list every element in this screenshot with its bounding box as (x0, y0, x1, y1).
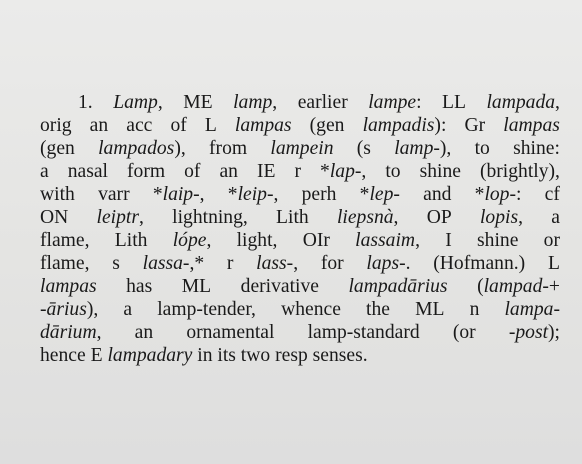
entry-word (228, 183, 279, 206)
italic-term: lampadārius (348, 276, 448, 297)
entry-word (298, 91, 348, 114)
italic-term: -ārius (40, 299, 87, 320)
entry-word (237, 229, 278, 252)
entry-word (40, 275, 97, 298)
plain-text: , (555, 92, 560, 113)
italic-term: lamp (233, 92, 273, 113)
italic-term: lampe (368, 92, 417, 113)
plain-text: r (294, 161, 302, 182)
plain-text: : (416, 92, 422, 113)
entry-word (477, 275, 560, 298)
entry-word (233, 91, 277, 114)
plain-text: light, (236, 230, 278, 251)
plain-text: derivative (240, 276, 319, 297)
italic-term: lap- (329, 161, 362, 182)
plain-text: Lith (276, 207, 309, 228)
plain-text: perh (301, 184, 337, 205)
entry-line-6 (40, 206, 560, 229)
plain-text: of (184, 161, 201, 182)
plain-text: form (127, 161, 166, 182)
plain-text: in its two resp senses. (192, 345, 368, 366)
entry-word (415, 298, 444, 321)
entry-word (357, 137, 371, 160)
italic-term: lampadis (362, 115, 435, 136)
plain-text: ): (434, 115, 447, 136)
plain-text: , (272, 92, 278, 113)
plain-text: (gen (40, 138, 75, 159)
entry-word (209, 137, 247, 160)
entry-word (78, 91, 93, 114)
entry-word (123, 298, 132, 321)
entry-word (477, 229, 518, 252)
entry-word (113, 91, 163, 114)
plain-text: shine (477, 230, 519, 251)
italic-term: lamp- (394, 138, 440, 159)
plain-text: , (293, 253, 299, 274)
italic-term: lassa- (142, 253, 190, 274)
plain-text: , (361, 161, 367, 182)
plain-text: Gr (464, 115, 486, 136)
plain-text: , (139, 207, 144, 228)
italic-term: dārium (40, 322, 97, 343)
plain-text: * (474, 184, 485, 205)
entry-word (115, 229, 148, 252)
entry-word (433, 252, 525, 275)
entry-word (321, 252, 344, 275)
italic-term: lass- (256, 253, 294, 274)
plain-text: a (551, 207, 560, 228)
plain-text: 1. (78, 92, 93, 113)
plain-text: an (134, 322, 154, 343)
plain-text: ME (183, 92, 213, 113)
entry-line-1 (40, 91, 560, 114)
plain-text: an (89, 115, 109, 136)
entry-word (551, 206, 560, 229)
entry-line-5 (40, 183, 560, 206)
plain-text: , (206, 230, 212, 251)
plain-text: (Hofmann.) (433, 253, 526, 274)
plain-text: shine: (513, 138, 560, 159)
plain-text: nasal (67, 161, 108, 182)
plain-text: ), (174, 138, 186, 159)
dictionary-entry (40, 91, 560, 367)
entry-word (310, 114, 345, 137)
entry-word (143, 252, 205, 275)
entry-word (385, 160, 400, 183)
entry-word (276, 206, 309, 229)
plain-text: OP (426, 207, 452, 228)
plain-text: : (516, 184, 522, 205)
italic-term: lampadary (107, 345, 193, 366)
plain-text: , (393, 207, 399, 228)
plain-text: orig (40, 115, 72, 136)
entry-word (97, 206, 144, 229)
entry-word (157, 298, 256, 321)
plain-text: ,* (189, 253, 205, 274)
entry-word (205, 114, 217, 137)
entry-word (544, 229, 560, 252)
entry-word (470, 298, 480, 321)
entry-line-10 (40, 298, 560, 321)
entry-word (464, 114, 485, 137)
entry-word (548, 252, 560, 275)
plain-text: * (359, 184, 370, 205)
entry-word (308, 321, 420, 344)
italic-term: lampas (503, 115, 560, 136)
plain-text: a (40, 161, 49, 182)
italic-term: lampein (270, 138, 334, 159)
entry-word (40, 160, 49, 183)
plain-text: , (199, 184, 205, 205)
italic-term: lampad- (483, 276, 549, 297)
entry-word (219, 160, 238, 183)
plain-text: lightning, (172, 207, 248, 228)
plain-text: ( (477, 276, 484, 297)
entry-line-2 (40, 114, 560, 137)
plain-text: has (126, 276, 153, 297)
entry-word (480, 206, 523, 229)
entry-word (363, 114, 447, 137)
entry-word (302, 183, 337, 206)
plain-text: with (40, 184, 75, 205)
entry-word (420, 160, 461, 183)
plain-text: shine (419, 161, 461, 182)
plain-text: * (227, 184, 238, 205)
plain-text: LL (442, 92, 466, 113)
entry-line-12 (40, 344, 560, 367)
entry-word (186, 321, 274, 344)
plain-text: (or (452, 322, 476, 343)
plain-text: s (112, 253, 120, 274)
entry-word (127, 160, 165, 183)
plain-text: , (273, 184, 279, 205)
entry-word (366, 298, 390, 321)
entry-word (423, 183, 451, 206)
italic-term: -post (508, 322, 549, 343)
entry-word (40, 137, 75, 160)
entry-word (503, 114, 560, 137)
italic-term: laip- (162, 184, 200, 205)
entry-word (427, 206, 452, 229)
entry-word (40, 298, 98, 321)
plain-text: (gen (309, 115, 345, 136)
entry-word (40, 229, 90, 252)
entry-word (135, 321, 154, 344)
italic-term: leiptr (96, 207, 139, 228)
entry-line-9 (40, 275, 560, 298)
plain-text: earlier (297, 92, 348, 113)
plain-text: OIr (302, 230, 330, 251)
entry-word (368, 91, 421, 114)
entry-word (98, 183, 130, 206)
plain-text: varr (98, 184, 130, 205)
plain-text: lamp-tender, (157, 299, 256, 320)
plain-text: (s (356, 138, 371, 159)
entry-word (504, 298, 560, 321)
entry-line-3 (40, 137, 560, 160)
plain-text: I (445, 230, 452, 251)
plain-text: to (385, 161, 401, 182)
plain-text: ML (415, 299, 445, 320)
entry-word (337, 206, 399, 229)
entry-word (442, 91, 466, 114)
entry-word (480, 160, 560, 183)
entry-word (235, 114, 292, 137)
entry-word (182, 275, 211, 298)
plain-text: flame, (40, 253, 90, 274)
italic-term: lampas (234, 115, 292, 136)
entry-word (40, 252, 90, 275)
italic-term: lassaim (355, 230, 416, 251)
plain-text: L (204, 115, 217, 136)
entry-word (98, 137, 186, 160)
entry-word (394, 137, 451, 160)
entry-word (270, 137, 333, 160)
entry-word (453, 321, 476, 344)
entry-word (545, 183, 560, 206)
plain-text: . (405, 253, 411, 274)
plain-text: Lith (114, 230, 148, 251)
plain-text: ); (548, 322, 560, 343)
entry-line-4 (40, 160, 560, 183)
plain-text: from (209, 138, 248, 159)
entry-word (241, 275, 319, 298)
entry-word (360, 183, 400, 206)
plain-text: whence (281, 299, 341, 320)
plain-text: or (543, 230, 560, 251)
plain-text: for (320, 253, 344, 274)
entry-word (366, 252, 410, 275)
entry-word (153, 183, 205, 206)
plain-text: ), (86, 299, 99, 320)
entry-word (303, 229, 330, 252)
entry-line-8 (40, 252, 560, 275)
entry-word (40, 206, 68, 229)
entry-word (40, 183, 75, 206)
entry-word (509, 321, 560, 344)
italic-term: lópe (172, 230, 207, 251)
plain-text: a (123, 299, 133, 320)
plain-text: * (152, 184, 163, 205)
entry-word (355, 229, 420, 252)
italic-term: lop- (484, 184, 516, 205)
entry-word (475, 183, 522, 206)
plain-text: lamp-standard (307, 322, 420, 343)
plain-text: to (474, 138, 490, 159)
plain-text: hence E (40, 345, 108, 366)
entry-word (256, 252, 298, 275)
plain-text: + (548, 276, 560, 297)
entry-word (348, 275, 447, 298)
italic-term: leip- (237, 184, 274, 205)
plain-text: , (518, 207, 523, 228)
entry-word (294, 160, 301, 183)
plain-text: of (170, 115, 187, 136)
plain-text: , (415, 230, 420, 251)
entry-word (445, 229, 452, 252)
entry-word (172, 206, 248, 229)
entry-word (513, 137, 560, 160)
entry-word (183, 91, 212, 114)
plain-text: * (320, 161, 330, 182)
italic-term: lampa- (504, 299, 560, 320)
entry-word (126, 275, 152, 298)
italic-term: liepsnà (336, 207, 394, 228)
plain-text: L (547, 253, 560, 274)
entry-word (281, 298, 341, 321)
italic-term: lampados (98, 138, 175, 159)
entry-word (320, 160, 366, 183)
entry-word (486, 91, 559, 114)
plain-text: (brightly), (479, 161, 560, 182)
entry-word (40, 321, 102, 344)
italic-term: Lamp (113, 92, 158, 113)
plain-text: an (219, 161, 238, 182)
entry-line-11 (40, 321, 560, 344)
entry-word (68, 160, 108, 183)
entry-word (170, 114, 186, 137)
entry-word (173, 229, 212, 252)
plain-text: the (366, 299, 390, 320)
italic-term: laps- (366, 253, 406, 274)
entry-line-7 (40, 229, 560, 252)
plain-text: r (226, 253, 234, 274)
plain-text: flame, (40, 230, 90, 251)
plain-text: , (96, 322, 102, 343)
plain-text: ON (40, 207, 69, 228)
plain-text: ornamental (186, 322, 275, 343)
italic-term: lep- (369, 184, 400, 205)
entry-word (475, 137, 490, 160)
plain-text: ML (181, 276, 212, 297)
plain-text: , (157, 92, 163, 113)
plain-text: and (423, 184, 452, 205)
plain-text: cf (544, 184, 560, 205)
entry-word (227, 252, 234, 275)
entry-word (112, 252, 120, 275)
entry-word (184, 160, 200, 183)
entry-word (257, 160, 276, 183)
italic-term: lampas (40, 276, 97, 297)
entry-word (40, 114, 72, 137)
italic-term: lampada (486, 92, 556, 113)
plain-text: ), (439, 138, 452, 159)
entry-word (126, 114, 152, 137)
plain-text: acc (126, 115, 153, 136)
plain-text: IE (256, 161, 276, 182)
entry-word (90, 114, 109, 137)
italic-term: lopis (479, 207, 519, 228)
plain-text: n (469, 299, 480, 320)
